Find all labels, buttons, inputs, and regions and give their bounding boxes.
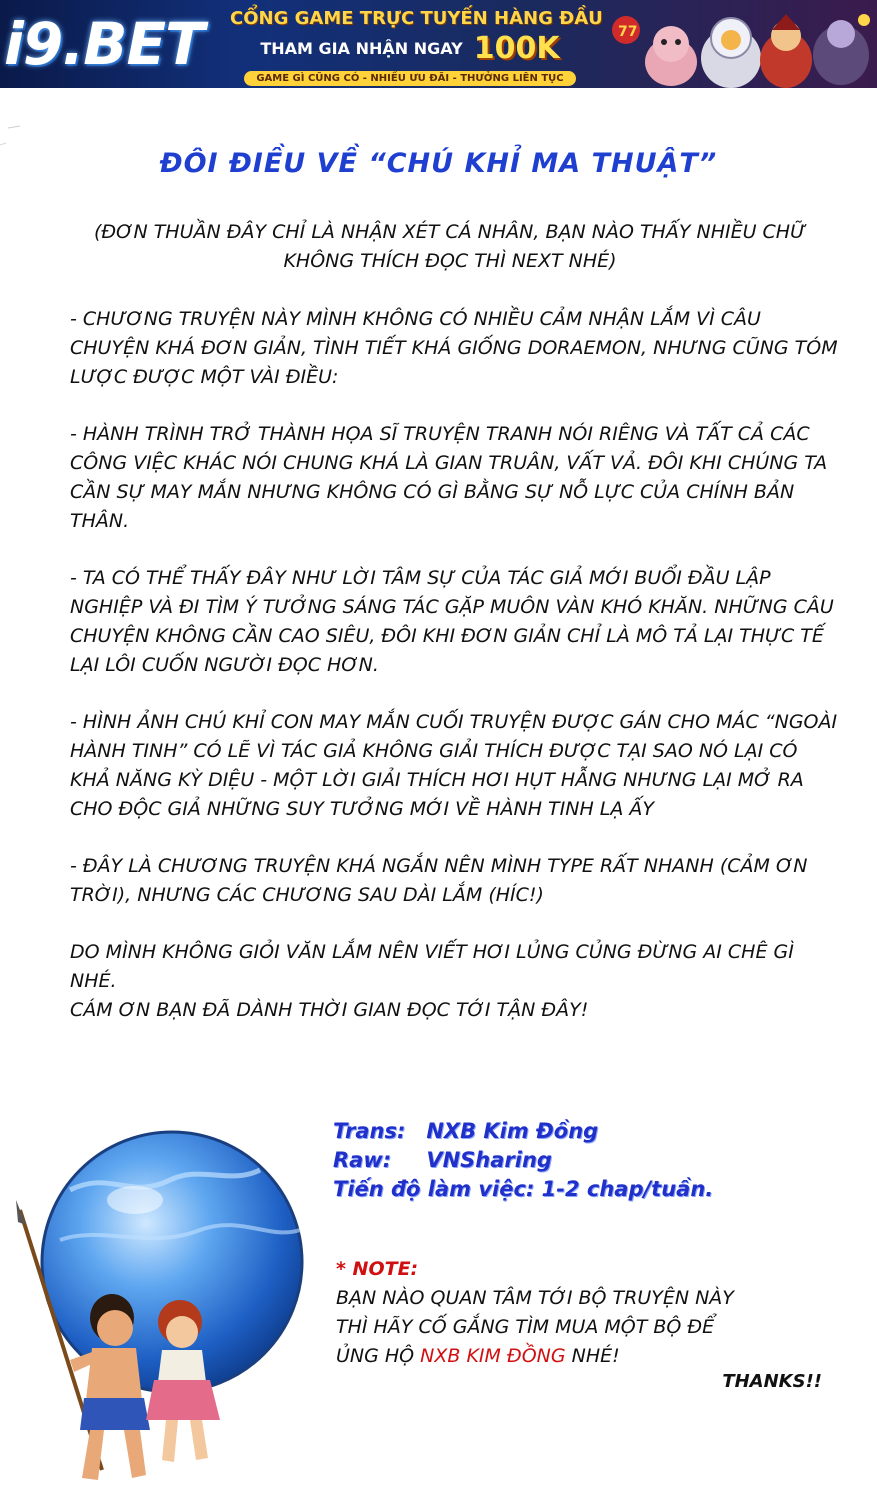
i9bet-logo[interactable] [4,6,216,82]
closing-thanks: CÁM ƠN BẠN ĐÃ DÀNH THỜI GIAN ĐỌC TỚI TẬN ĐÂY! [70,999,589,1021]
svg-text:77: 77 [618,24,638,40]
paragraph-summary: - CHƯƠNG TRUYỆN NÀY MÌNH KHÔNG CÓ NHIỀU CẢM NHẬN LẮM VÌ CÂU CHUYỆN KHÁ ĐƠN GIẢN, TÌNH TIẾT KHÁ GIỐNG DORAEMON, NHƯNG CŨNG TÓM LƯỢC ĐƯỢC MỘT VÀI ĐIỀU: [70,308,838,388]
note-line-3 [336,1342,836,1371]
credit-progress: Tiến độ làm việc: 1-2 chap/tuần. [333,1177,714,1201]
credit-raw-value: VNSharing [426,1148,552,1172]
logo-text: i9.BET [4,10,204,78]
page-title: ĐÔI ĐIỀU VỀ “CHÚ KHỈ MA THUẬT” [159,148,718,179]
paragraph-journey: - HÀNH TRÌNH TRỞ THÀNH HỌA SĨ TRUYỆN TRANH NÓI RIÊNG VÀ TẤT CẢ CÁC CÔNG VIỆC KHÁC NÓI CHUNG KHÁ LÀ GIAN TRUÂN, VẤT VẢ. ĐÔI KHI CHÚNG TA CẦN SỰ MAY MẮN NHƯNG KHÔNG CÓ GÌ BẰNG SỰ NỖ LỰC CỦA CHÍNH BẢN THÂN. [70,423,828,532]
note-label: * NOTE: [336,1258,419,1280]
note-block [336,1255,836,1371]
paragraph-author: - TA CÓ THỂ THẤY ĐÂY NHƯ LỜI TÂM SỰ CỦA TÁC GIẢ MỚI BUỔI ĐẦU LẬP NGHIỆP VÀ ĐI TÌM Ý TƯỞNG SÁNG TÁC GẶP MUÔN VÀN KHÓ KHĂN. NHỮNG CÂU CHUYỆN KHÔNG CẦN CAO SIÊU, ĐÔI KHI ĐƠN GIẢN CHỈ LÀ MÔ TẢ LẠI THỰC TẾ LẠI LÔI CUỐN NGƯỜI ĐỌC HƠN. [70,567,834,676]
note-line-2: THÌ HÃY CỐ GẮNG TÌM MUA MỘT BỘ ĐỂ [336,1316,715,1338]
credit-raw [333,1146,833,1175]
note-line-3-suffix: NHÉ! [571,1345,620,1367]
disclaimer-text: (ĐƠN THUẦN ĐÂY CHỈ LÀ NHẬN XÉT CÁ NHÂN, BẠN NÀO THẤY NHIỀU CHỮ KHÔNG THÍCH ĐỌC THÌ NEXT NHÉ) [93,221,807,272]
credit-raw-label: Raw: [333,1148,392,1172]
note-publisher: NXB KIM ĐỒNG [420,1345,566,1367]
banner-characters-art [596,0,877,88]
credit-trans-value: NXB Kim Đồng [426,1119,599,1143]
banner-headline: CỔNG GAME TRỰC TUYẾN HÀNG ĐẦU [230,8,603,29]
commentary-body [70,305,840,1025]
banner-offer-text: THAM GIA NHẬN NGAY [260,39,463,58]
credits-block [333,1117,833,1204]
banner-offer-amount: 100K [473,31,560,66]
banner-tagline: GAME GÌ CŨNG CÓ - NHIỀU ƯU ĐÃI - THƯỞNG LIÊN TỤC [244,71,575,86]
note-line-1: BẠN NÀO QUAN TÂM TỚI BỘ TRUYỆN NÀY [336,1287,734,1309]
note-line-3-prefix: ỦNG HỘ [336,1345,415,1367]
paragraph-monkey: - HÌNH ẢNH CHÚ KHỈ CON MAY MẮN CUỐI TRUYỆN ĐƯỢC GÁN CHO MÁC “NGOÀI HÀNH TINH” CÓ LẼ VÌ TÁC GIẢ KHÔNG GIẢI THÍCH ĐƯỢC TẠI SAO NÓ LẠI CÓ KHẢ NĂNG KỲ DIỆU - MỘT LỜI GIẢI THÍCH HƠI HỤT HẪNG NHƯNG LẠI MỞ RA CHO ĐỘC GIẢ NHỮNG SUY TƯỞNG MỚI VỀ HÀNH TINH LẠ ẤY [70,711,838,820]
banner-offer [230,31,590,66]
banner-text-block [230,4,603,86]
ad-banner[interactable] [0,0,877,88]
paragraph-length: - ĐÂY LÀ CHƯƠNG TRUYỆN KHÁ NGẮN NÊN MÌNH TYPE RẤT NHANH (CẢM ƠN TRỜI), NHƯNG CÁC CHƯƠNG SAU DÀI LẮM (HÍC!) [70,855,808,906]
credit-trans [333,1117,833,1146]
closing-apology: DO MÌNH KHÔNG GIỎI VĂN LẮM NÊN VIẾT HƠI LỦNG CỦNG ĐỪNG AI CHÊ GÌ NHÉ. [70,941,794,992]
credit-trans-label: Trans: [333,1119,406,1143]
thanks-text: THANKS!! [722,1371,822,1392]
